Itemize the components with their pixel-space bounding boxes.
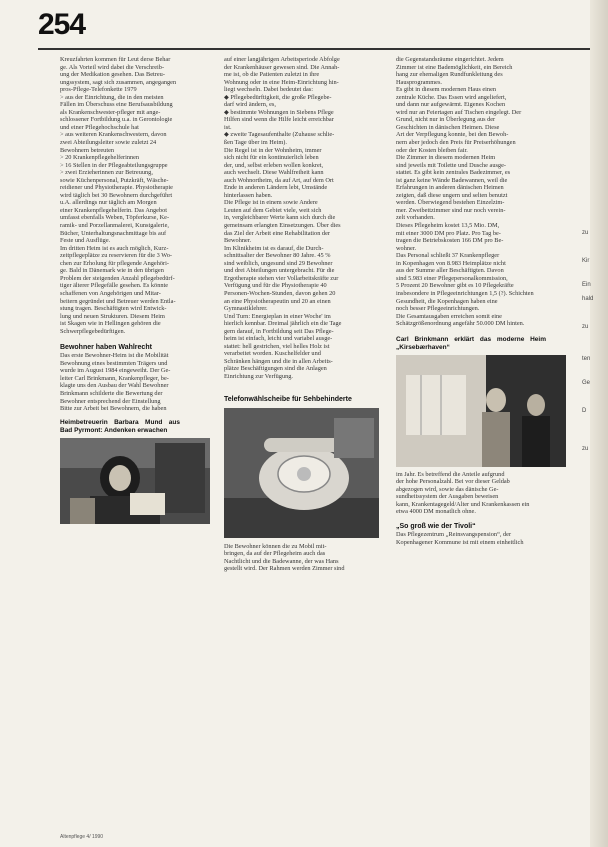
caption-heading-barbara-mund: Heimbetreuerin Barbara Mund aus Bad Pyrmont: Andenken erwachen — [60, 418, 180, 434]
text-line: sich nicht für ein kontinuierlich leben — [224, 154, 319, 162]
text-line: abgezogen wird, sowie das dänische Ge- — [396, 485, 499, 493]
edge-fragment: zu — [582, 324, 589, 330]
column-2 — [224, 56, 379, 573]
text-line: > zwei Erzieherinnen zur Betreuung, — [60, 169, 153, 177]
text-line: u.A. allerdings nur täglich am Morgen — [60, 199, 157, 207]
text-line: ist Skagen wie in Hellingen gehören die — [60, 320, 161, 328]
photo-barbara-mund — [60, 438, 210, 524]
text-line: hang zur ehemaligen Rundfunkleitung des — [396, 71, 503, 79]
text-line: Die Gesamtausgaben erreichen somit eine — [396, 312, 502, 320]
text-line: gestellt wird. Der Rahmen werden Zimmer sind — [224, 565, 345, 573]
text-line: Feste und Ausflüge. — [60, 237, 111, 245]
text-line: und drei Abteilungen untergebracht. Für die — [224, 267, 335, 275]
text-line: Ende in anderen Ländern lebt, Umstände — [224, 184, 328, 192]
edge-fragment: D — [582, 408, 587, 414]
text-line: als Krankenschwester-pfleger mit ange- — [60, 108, 161, 116]
text-line: tiger älterer Pflegefälle gesehen. Es könnte — [60, 282, 169, 290]
text-line: lung und neuen Strukturen. Diesem Heim — [60, 312, 165, 320]
text-line: Nachtlicht und die Badewanne, der was Hans — [224, 557, 339, 565]
text-line: schlossener Fortbildung u.a. in Gerontologie — [60, 116, 173, 124]
text-line: Und Turn: Energieplan in einer Woche' im — [224, 312, 331, 320]
text-line: Gymnastiklehrer. — [224, 305, 268, 313]
top-rule — [38, 48, 602, 50]
heading-tivoli: „So groß wie der Tivoli“ — [396, 522, 476, 530]
edge-fragment: Ein — [582, 282, 591, 288]
text-line: auf einer langjährigen Arbeitsperiode Abfolge — [224, 56, 340, 63]
text-line: Personen-Wochen-Stunden, davon gehen 20 — [224, 289, 336, 297]
heading-telefon-waehlscheibe: Telefonwählscheibe für Sehbehinderte — [224, 395, 352, 403]
text-line: Bitte zur Arbeit bei Bewohnern, die haben — [60, 405, 167, 413]
text-line: Wohnung oder in eine Heim-Einrichtung hin- — [224, 78, 339, 86]
text-line: Problem der steigenden Anzahl pflegebedürf- — [60, 274, 175, 282]
text-line: im Jahr. Es betreffend die Anteile aufgrund — [396, 470, 505, 478]
text-line: auch Wohnortheim, da auf Art, auf dem Ort — [224, 176, 334, 184]
text-line: Das erste Bewohner-Heim ist die Mobilität — [60, 352, 169, 360]
text-line: hierlich kennbar. Dreimal jährlich ein die Tage — [224, 320, 342, 328]
text-line: Kopenhagener Kommune ist mit einem einheitlich — [396, 538, 524, 546]
text-line: schnittsalter der Bewohner 80 Jahre. 45 % — [224, 252, 331, 260]
text-line: wohner. — [396, 244, 417, 252]
text-line: ung der Medikation gesehen. Das Betreu- — [60, 71, 165, 79]
column-3 — [396, 56, 566, 546]
text-line: beitern gegründet und Betreuer werden Entla- — [60, 297, 176, 305]
text-line: ◆ bestimmte Wohnungen in Siebens Pflege — [224, 108, 334, 116]
text-line: der, und, selbst erleben wollen konkret, — [224, 161, 324, 169]
text-line: Das Pflegezentrum „Reinsvangspension“, der — [396, 530, 512, 538]
text-line: Im dritten Heim ist es auch möglich, Kurz- — [60, 244, 169, 252]
text-line: Im Klinikheim ist es darauf, die Durch- — [224, 244, 324, 252]
edge-fragment: zu — [582, 446, 589, 452]
text-line: ◆ zweite Tagesaufenthalte (Zuhause schlie- — [224, 131, 335, 139]
text-line: an eine Physiotherapeutin und 20 an einen — [224, 297, 331, 305]
text-line: Brinkmann schilderte die Bewertung der — [60, 389, 163, 397]
text-line: > 20 Krankenpflegehelferinnen — [60, 154, 140, 162]
text-line: kann, Krankentagegeld/Alter und Krankenkassen ein — [396, 500, 530, 508]
text-line: pros-Pflege-Telefonkette 1979 — [60, 86, 137, 94]
text-line: der Krankenhäuser gewesen sind. Die Annah- — [224, 63, 340, 71]
edge-fragment: hald — [582, 296, 594, 302]
edge-fragment: ten — [582, 356, 591, 362]
text-line: einer Krankenpflegehelferin. Das Angebot — [60, 206, 168, 214]
text-line: werden. Überwiegend bestehen Einzelzim- — [396, 199, 505, 207]
text-line: aus der Summe aller Beschäftigten. Davon — [396, 267, 504, 275]
text-line: sind weiblich, ungesund sind 29 Bewohner — [224, 259, 333, 267]
text-line: Die Regel ist in der Wohnheim, immer — [224, 146, 322, 154]
text-line: Ergotherapie stehen vier Vollarbeitskräfte zur — [224, 274, 339, 282]
text-line: ge. Bald in Dänemark wie in den übrigen — [60, 267, 164, 275]
text-line: zwei Abteilungsleiter sowie zuletzt 24 — [60, 139, 157, 147]
photo-woman-with-books-illustration — [60, 438, 210, 524]
text-line: ist. — [224, 123, 232, 131]
text-line: gern darauf, in Fortbildung seit Das Pflege- — [224, 327, 334, 335]
text-line: chen zur Erholung für pflegende Angehöri- — [60, 259, 169, 267]
text-line: me ist, ob die Patienten zuletzt in ihre — [224, 71, 320, 79]
text-line: leiter Carl Brinkmann, Krankenpfleger, be- — [60, 374, 169, 382]
text-line: Einrichtung zur Verfügung. — [224, 372, 293, 380]
text-line: ungssystem, sagt sich zusammen, angegangen — [60, 78, 177, 86]
text-line: Die Bewohner können die zu Mobil mit- — [224, 542, 327, 550]
photo-two-men-illustration — [396, 355, 566, 467]
text-line: die Gegenstandsräume eingerichtet. Jedem — [396, 56, 504, 63]
text-line: noch besser Pflegeeinrichtungen. — [396, 305, 480, 313]
text-line: Schränken hängen und die in allen Arbeits- — [224, 357, 333, 365]
text-line: verarbeitet worden. Kuschelfelder und — [224, 350, 321, 358]
text-line: liegt wechseln. Dabei bedeutet das: — [224, 86, 313, 94]
column-1-body-2 — [60, 352, 210, 412]
text-line: stattet: hell gestrichen, viel helles Holz ist — [224, 342, 330, 350]
text-line: ◆ Pflegebedürftigkeit, die große Pflegebe- — [224, 93, 332, 101]
column-2-body — [224, 56, 379, 381]
text-line: wird nur an Feiertagen auf Tischen eingelegt. Der — [396, 108, 522, 116]
photo-telephone-dial — [224, 408, 379, 538]
column-1 — [60, 56, 210, 524]
column-3-body-3 — [396, 531, 566, 546]
column-3-body — [396, 56, 566, 328]
text-line: Bewohner. — [224, 237, 252, 245]
text-line: umfasst ebenfalls Weben, Töpferkurse, Ke- — [60, 214, 170, 222]
edge-fragment: Kir — [582, 258, 590, 264]
text-line: > aus der Einrichtung, die in den meisten — [60, 93, 164, 101]
text-line: Grund, nicht nur in Überlegung aus der — [396, 116, 496, 124]
text-line: in, vergleichbarer Werte kann sich durch die — [224, 214, 336, 222]
text-line: nern aber jedoch den Preis für Preiserhöhungen — [396, 139, 516, 147]
text-line: Schätzgrößenordnung angefähr 50.000 DM hinten. — [396, 320, 525, 328]
text-line: > 16 Stellen in der Pflegeabteilungsgruppe — [60, 161, 168, 169]
text-line: Bewohnern betreuten — [60, 146, 115, 154]
text-line: mit einer 3000 DM pro Platz. Pro Tag be- — [396, 229, 501, 237]
text-line: insbesondere in Pflegeeinrichtungen 1,5 (?). Schichten — [396, 289, 534, 297]
text-line: zeigten, daß diese ungern und selten benutzt — [396, 191, 508, 199]
text-line: das Ziel der Arbeit eine Rehabilitation der — [224, 229, 330, 237]
text-line: etwa 4000 DM monatlich ohne. — [396, 508, 476, 516]
text-line: stung tragen. Beschäftigten wird Entwick- — [60, 305, 167, 313]
caption-heading-carl-brinkmann: Carl Brinkmann erklärt das moderne Heim „Kirsebærhaven“ — [396, 335, 546, 351]
page-number: 254 — [38, 8, 86, 41]
text-line: wurde im August 1984 eingeweiht. Der Ge- — [60, 367, 171, 375]
column-2-caption — [224, 543, 379, 573]
text-line: plätze Beschäftigungen sind die Anlagen — [224, 365, 327, 373]
text-line: darf wird ändern, es, — [224, 101, 276, 109]
text-line: Verfügung und für die Physiotherapie 40 — [224, 282, 327, 290]
text-line: der hohe Personalzahl. Bei vor dieser Geldab — [396, 478, 510, 486]
text-line: Dieses Pflegeheim kostet 13,5 Mio. DM, — [396, 222, 500, 230]
text-line: Bücher, Unterhaltungsnachmittage bis auf — [60, 229, 167, 237]
text-line: reidiener und Physiotherapie. Physiotherapie — [60, 184, 173, 192]
text-line: Bewohner entsprechend der Einstellung — [60, 397, 161, 405]
text-line: Die Pflege ist in einem sowie Andere — [224, 199, 318, 207]
text-line: Gesundheit, die Kopenhagen haben eine — [396, 297, 498, 305]
text-line: 5 Prozent 20 Bewohner gibt es 10 Pflegekräfte — [396, 282, 514, 290]
text-line: klagte uns den Ausbau der Wahl Bewohner — [60, 382, 169, 390]
heading-bewohner-wahlrecht: Bewohner haben Wahlrecht — [60, 344, 152, 352]
text-line: > aus weiteren Krankenschwestern, davon — [60, 131, 167, 139]
text-line: Schwerpflegebedürftigen. — [60, 327, 126, 335]
text-line: Hilfen sind wenn die Hilfe leicht erreichbar — [224, 116, 334, 124]
text-line: Die Zimmer in diesem modernen Heim — [396, 154, 496, 162]
photo-telephone-illustration — [224, 408, 379, 538]
text-line: und einer Pflegehochschule hat — [60, 123, 139, 131]
text-line: sundheitssystem der Ausgaben beweisen — [396, 493, 499, 501]
text-line: zeitpflegeplätze zu reservieren für die 3 Wo- — [60, 252, 172, 260]
text-line: Hausprogrammes. — [396, 78, 442, 86]
text-line: tragen die Betriebskosten 166 DM pro Be- — [396, 237, 504, 245]
text-line: in Kopenhagen von 8.983 Heimplätze nicht — [396, 259, 506, 267]
text-line: mer. Zweibettzimmer sind nur noch verein- — [396, 206, 506, 214]
text-line: sowie Küchenpersonal, Putzkräft, Wäsche- — [60, 176, 169, 184]
text-line: ßen Tage über im Heim). — [224, 139, 287, 147]
text-line: schaffenen von Angehörigen und Mitar- — [60, 289, 161, 297]
text-line: ramik- und Porzellanmalerei, Kunstgalerie, — [60, 222, 169, 230]
column-1-body — [60, 56, 210, 335]
edge-fragment: Ge — [582, 380, 591, 386]
text-line: sind jeweils mit Toilette und Dusche ausge- — [396, 161, 506, 169]
text-line: Bewohnung eines bestimmten Trägers und — [60, 359, 168, 367]
text-line: bringen, da auf der Pflegeheim auch das — [224, 550, 326, 558]
text-line: Leuten auf dem Gebiet viele, weit sich — [224, 206, 322, 214]
text-line: Es gibt in diesem modernen Haus einen — [396, 86, 497, 94]
text-line: ist ganz keine Wände Badewannen, weil die — [396, 176, 508, 184]
text-line: heim ist einfach, leicht und variabel ausge- — [224, 335, 333, 343]
text-line: oder der Kosten bleiben fair. — [396, 146, 468, 154]
text-line: Kreuzfahrten kommen für Leut derse Behar — [60, 56, 171, 63]
text-line: ge. Als Vorteil wird dabei die Verschreib- — [60, 63, 165, 71]
text-line: zelt vorhanden. — [396, 214, 435, 222]
text-line: wird täglich bei 30 Bewohnern durchgeführt — [60, 191, 173, 199]
text-line: auch wechselt. Diese Wahlfreiheit kann — [224, 169, 324, 177]
photo-carl-brinkmann — [396, 355, 566, 467]
text-line: Das Personal schließt 37 Krankenpfleger — [396, 252, 500, 260]
text-line: zentrale Küche. Das Essen wird angeliefert, — [396, 93, 507, 101]
text-line: Zimmer ist eine Bademöglichkeit, ein Bereich — [396, 63, 513, 71]
column-3-body-2 — [396, 471, 566, 516]
text-line: hinterlassen haben. — [224, 191, 273, 199]
text-line: Art der Verpflegung konnte, bei den Bewoh- — [396, 131, 509, 139]
text-line: und dann nur aufgewärmt. Eigenes Kochen — [396, 101, 506, 109]
text-line: Erfahrungen in anderen dänischen Heimen — [396, 184, 504, 192]
text-line: Geschichten in dänischen Heimen. Diese — [396, 123, 500, 131]
text-line: gemeinsam erlangten Einsetzungen. Über dies — [224, 222, 341, 230]
edge-fragment: zu — [582, 230, 589, 236]
text-line: stattet. Es gibt kein zentrales Badezimmer, es — [396, 169, 511, 177]
text-line: Fällen im Überschuss eine Berufsausbildung — [60, 101, 173, 109]
text-line: sind 5.983 einer Pflegepersonalkommission, — [396, 274, 508, 282]
footer: Altenpflege 4/ 1990 — [60, 834, 104, 840]
page-edge-shadow — [590, 0, 608, 847]
